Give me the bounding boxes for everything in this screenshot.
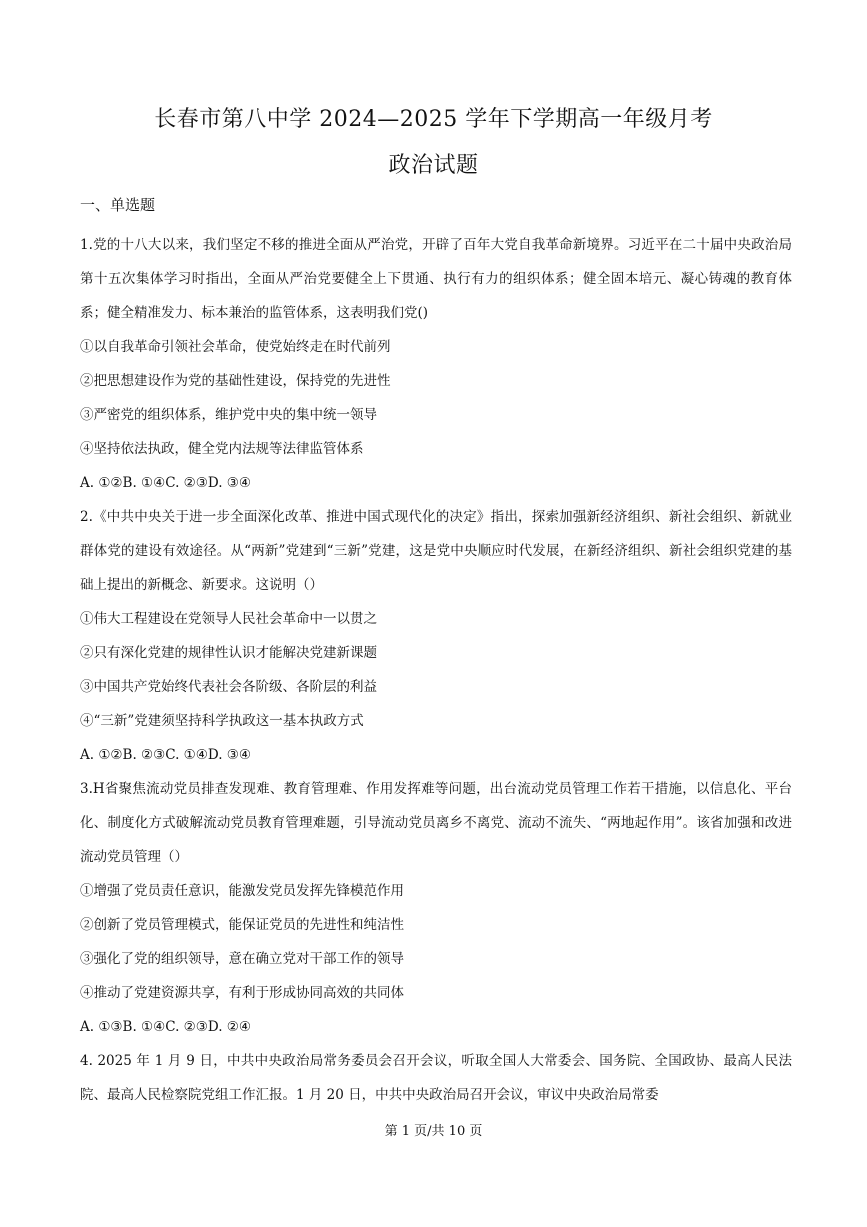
option-2: ②创新了党员管理模式，能保证党员的先进性和纯洁性 [80, 917, 404, 933]
option-2: ②只有深化党建的规律性认识才能解决党建新课题 [80, 645, 377, 661]
question-list [80, 228, 792, 1112]
option-1: ①以自我革命引领社会革命，使党始终走在时代前列 [80, 339, 391, 355]
answer-choices: A. ①②B. ②③C. ①④D. ③④ [80, 747, 252, 763]
option-4: ④推动了党建资源共享，有利于形成协同高效的共同体 [80, 985, 404, 1001]
answer-choices: A. ①③B. ①④C. ②③D. ②④ [80, 1019, 252, 1035]
page-title: 长春市第八中学 2024—2025 学年下学期高一年级月考 [154, 107, 713, 132]
option-4: ④坚持依法执政，健全党内法规等法律监管体系 [80, 441, 364, 457]
option-3: ③严密党的组织体系，维护党中央的集中统一领导 [80, 407, 377, 423]
question-stem: 2.《中共中央关于进一步全面深化改革、推进中国式现代化的决定》指出，探索加强新经济组织、新社会组织、新就业群体党的建设有效途径。从“两新”党建到“三新”党建，这是党中央顺应时代发展，在新经济组织、新社会组织党建的基础上提出的新概念、新要求。这说明（） [80, 509, 792, 593]
question-stem: 3.H省聚焦流动党员排查发现难、教育管理难、作用发挥难等问题，出台流动党员管理工作若干措施，以信息化、平台化、制度化方式破解流动党员教育管理难题，引导流动党员离乡不离党、流动不流失、“两地起作用”。该省加强和改进流动党员管理（） [80, 781, 792, 865]
option-4: ④“三新”党建须坚持科学执政这一基本执政方式 [80, 713, 364, 729]
question-4 [80, 1044, 792, 1112]
option-2: ②把思想建设作为党的基础性建设，保持党的先进性 [80, 373, 391, 389]
section-heading: 一、单选题 [80, 196, 156, 214]
answer-choices: A. ①②B. ①④C. ②③D. ③④ [80, 475, 252, 491]
page-subtitle: 政治试题 [388, 153, 479, 178]
question-2 [80, 500, 792, 772]
option-3: ③中国共产党始终代表社会各阶级、各阶层的利益 [80, 679, 377, 695]
option-3: ③强化了党的组织领导，意在确立党对干部工作的领导 [80, 951, 404, 967]
question-stem: 4. 2025 年 1 月 9 日，中共中央政治局常务委员会召开会议，听取全国人大常委会、国务院、全国政协、最高人民法院、最高人民检察院党组工作汇报。1 月 20 日，中共中央政治局召开会议，审议中央政治局常委 [80, 1053, 792, 1103]
page-footer: 第 1 页/共 10 页 [384, 1124, 483, 1139]
option-1: ①增强了党员责任意识，能激发党员发挥先锋模范作用 [80, 883, 404, 899]
question-1 [80, 228, 792, 500]
question-3 [80, 772, 792, 1044]
option-1: ①伟大工程建设在党领导人民社会革命中一以贯之 [80, 611, 377, 627]
question-stem: 1.党的十八大以来，我们坚定不移的推进全面从严治党，开辟了百年大党自我革命新境界。习近平在二十届中央政治局第十五次集体学习时指出，全面从严治党要健全上下贯通、执行有力的组织体系；健全固本培元、凝心铸魂的教育体系；健全精准发力、标本兼治的监管体系，这表明我们党() [80, 237, 792, 321]
